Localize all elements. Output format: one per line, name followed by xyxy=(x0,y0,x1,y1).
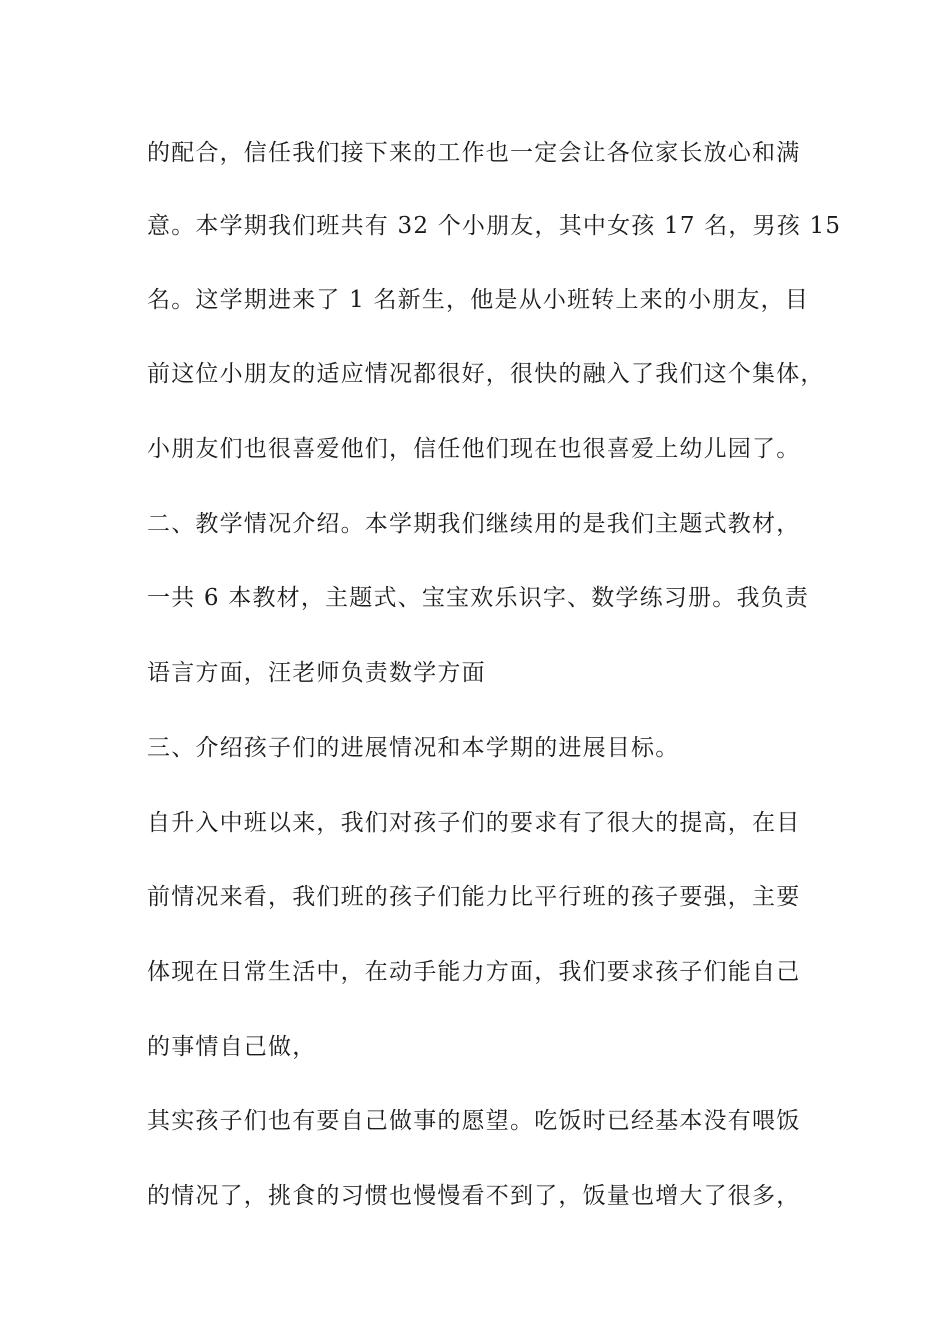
text-line: 一共 6 本教材，主题式、宝宝欢乐识字、数学练习册。我负责 xyxy=(147,585,810,611)
text-line: 的情况了，挑食的习惯也慢慢看不到了，饭量也增大了很多， xyxy=(147,1183,801,1209)
section-heading-line: 三、介绍孩子们的进展情况和本学期的进展目标。 xyxy=(147,735,680,761)
text-line: 小朋友们也很喜爱他们，信任他们现在也很喜爱上幼儿园了。 xyxy=(147,436,801,462)
text-line: 意。本学期我们班共有 32 个小朋友，其中女孩 17 名，男孩 15 xyxy=(147,213,842,239)
text-line: 名。这学期进来了 1 名新生，他是从小班转上来的小朋友，目 xyxy=(147,287,810,313)
text-line: 前情况来看，我们班的孩子们能力比平行班的孩子要强，主要 xyxy=(147,884,801,910)
text-line: 前这位小朋友的适应情况都很好，很快的融入了我们这个集体， xyxy=(147,361,825,387)
text-line: 自升入中班以来，我们对孩子们的要求有了很大的提高，在目 xyxy=(147,810,801,836)
text-line: 的事情自己做， xyxy=(147,1034,317,1060)
text-line: 体现在日常生活中，在动手能力方面，我们要求孩子们能自己 xyxy=(147,959,801,985)
text-line: 的配合，信任我们接下来的工作也一定会让各位家长放心和满 xyxy=(147,140,801,166)
text-line: 语言方面，汪老师负责数学方面 xyxy=(147,660,486,686)
section-heading-line: 二、教学情况介绍。本学期我们继续用的是我们主题式教材， xyxy=(147,511,801,537)
text-line: 其实孩子们也有要自己做事的愿望。吃饭时已经基本没有喂饭 xyxy=(147,1108,801,1134)
